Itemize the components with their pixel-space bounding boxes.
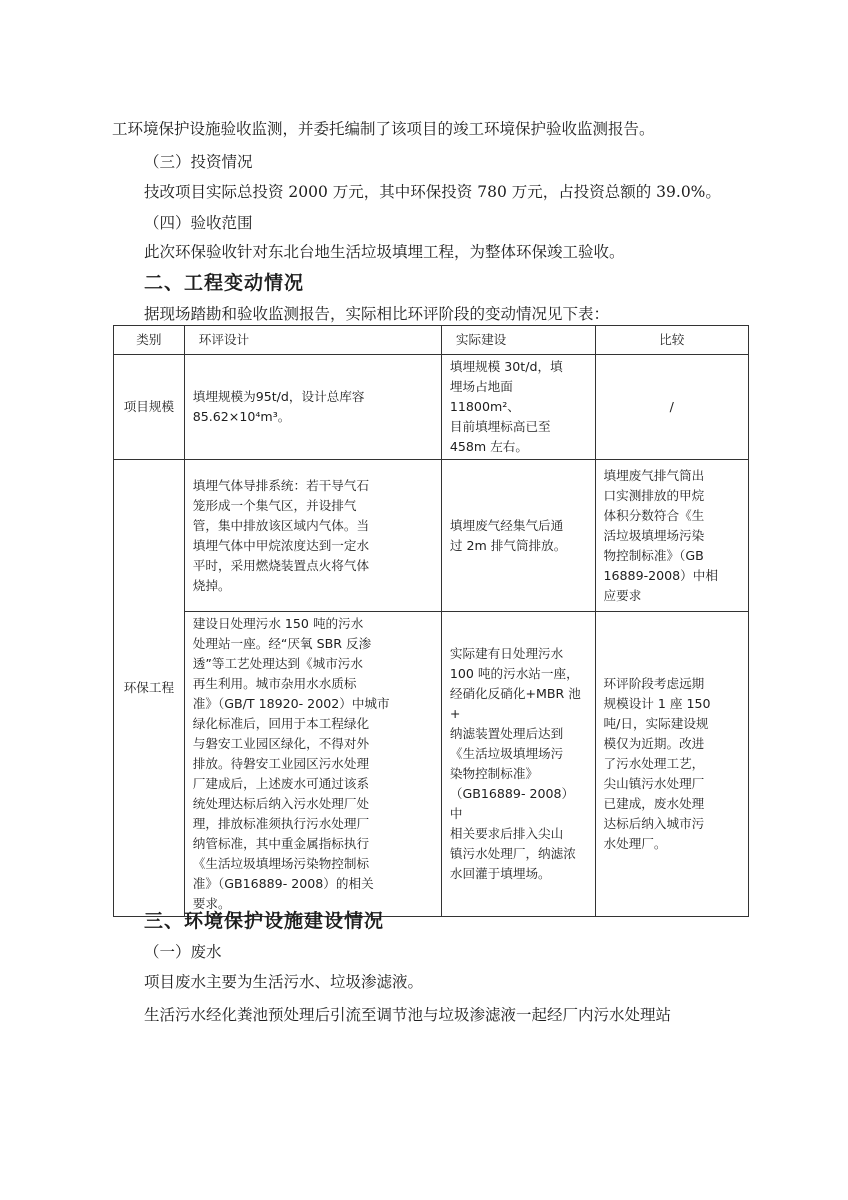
change-comparison-table <box>113 325 749 917</box>
heading-scope: （四）验收范围 <box>144 214 253 232</box>
cell-comparison: 环评阶段考虑远期 规模设计 1 座 150 吨/日，实际建设规 模仅为近期。改进 了污水处理工艺， 尖山镇污水处理厂 已建成，废水处理 达标后纳入城市污 水处理厂。 <box>595 612 748 917</box>
table-row <box>114 612 749 917</box>
cell-actual: 填埋废气经集气后通 过 2m 排气筒排放。 <box>441 460 595 612</box>
header-actual: 实际建设 <box>441 326 595 355</box>
paragraph-changes-intro: 据现场踏勘和验收监测报告，实际相比环评阶段的变动情况见下表： <box>144 305 610 323</box>
cell-actual: 填埋规模 30t/d，填 埋场占地面 11800m²、 目前填埋标高已至 458m 左右。 <box>441 355 595 460</box>
header-comparison: 比较 <box>595 326 748 355</box>
paragraph-investment: 技改项目实际总投资 2000 万元，其中环保投资 780 万元，占投资总额的 39.0%。 <box>144 183 721 201</box>
header-category: 类别 <box>114 326 185 355</box>
cell-comparison: 填埋废气排气筒出 口实测排放的甲烷 体积分数符合《生 活垃圾填埋场污染 物控制标准》（GB 16889-2008）中相 应要求 <box>595 460 748 612</box>
paragraph-wastewater-1: 项目废水主要为生活污水、垃圾渗滤液。 <box>144 973 424 991</box>
cell-design: 填埋气体导排系统：若干导气石 笼形成一个集气区，并设排气 管，集中排放该区域内气体。当 填埋气体中甲烷浓度达到一定水 平时，采用燃烧装置点火将气体 烧掉。 <box>184 460 441 612</box>
heading-facilities: 三、环境保护设施建设情况 <box>144 910 385 932</box>
heading-investment: （三）投资情况 <box>144 153 253 171</box>
paragraph-intro: 工环境保护设施验收监测，并委托编制了该项目的竣工环境保护验收监测报告。 <box>112 120 655 138</box>
cell-design: 建设日处理污水 150 吨的污水 处理站一座。经“厌氧 SBR 反渗 透”等工艺处理达到《城市污水 再生利用。城市杂用水水质标 准》（GB/T 18920- 2002）中城市 绿化标准后，回用于本工程绿化 与磐安工业园区绿化，不得对外 排放。待磐安工业园区污水处理 厂建成后，上述废水可通过该系 统处理达标后纳入污水处理厂处 理，排放标准须执行污水处理厂 纳管标准，其中重金属指标执行 《生活垃圾填埋场污染物控制标 准》（GB16889- 2008）的相关 要求。 <box>184 612 441 917</box>
heading-wastewater: （一）废水 <box>144 943 222 961</box>
heading-changes: 二、工程变动情况 <box>144 272 305 294</box>
cell-comparison: / <box>595 355 748 460</box>
table-row <box>114 460 749 612</box>
cell-category: 环保工程 <box>114 460 185 917</box>
cell-design: 填埋规模为95t/d，设计总库容 85.62×10⁴m³。 <box>184 355 441 460</box>
header-design: 环评设计 <box>184 326 441 355</box>
cell-category: 项目规模 <box>114 355 185 460</box>
paragraph-scope: 此次环保验收针对东北台地生活垃圾填埋工程，为整体环保竣工验收。 <box>144 243 625 261</box>
table-row <box>114 355 749 460</box>
cell-actual: 实际建有日处理污水 100 吨的污水站一座， 经硝化反硝化+MBR 池+ 纳滤装置处理后达到 《生活垃圾填埋场污 染物控制标准》 （GB16889- 2008）中 相关要求后排入尖山 镇污水处理厂，纳滤浓 水回灌于填埋场。 <box>441 612 595 917</box>
table-header-row <box>114 326 749 355</box>
paragraph-wastewater-2: 生活污水经化粪池预处理后引流至调节池与垃圾渗滤液一起经厂内污水处理站 <box>144 1006 672 1024</box>
